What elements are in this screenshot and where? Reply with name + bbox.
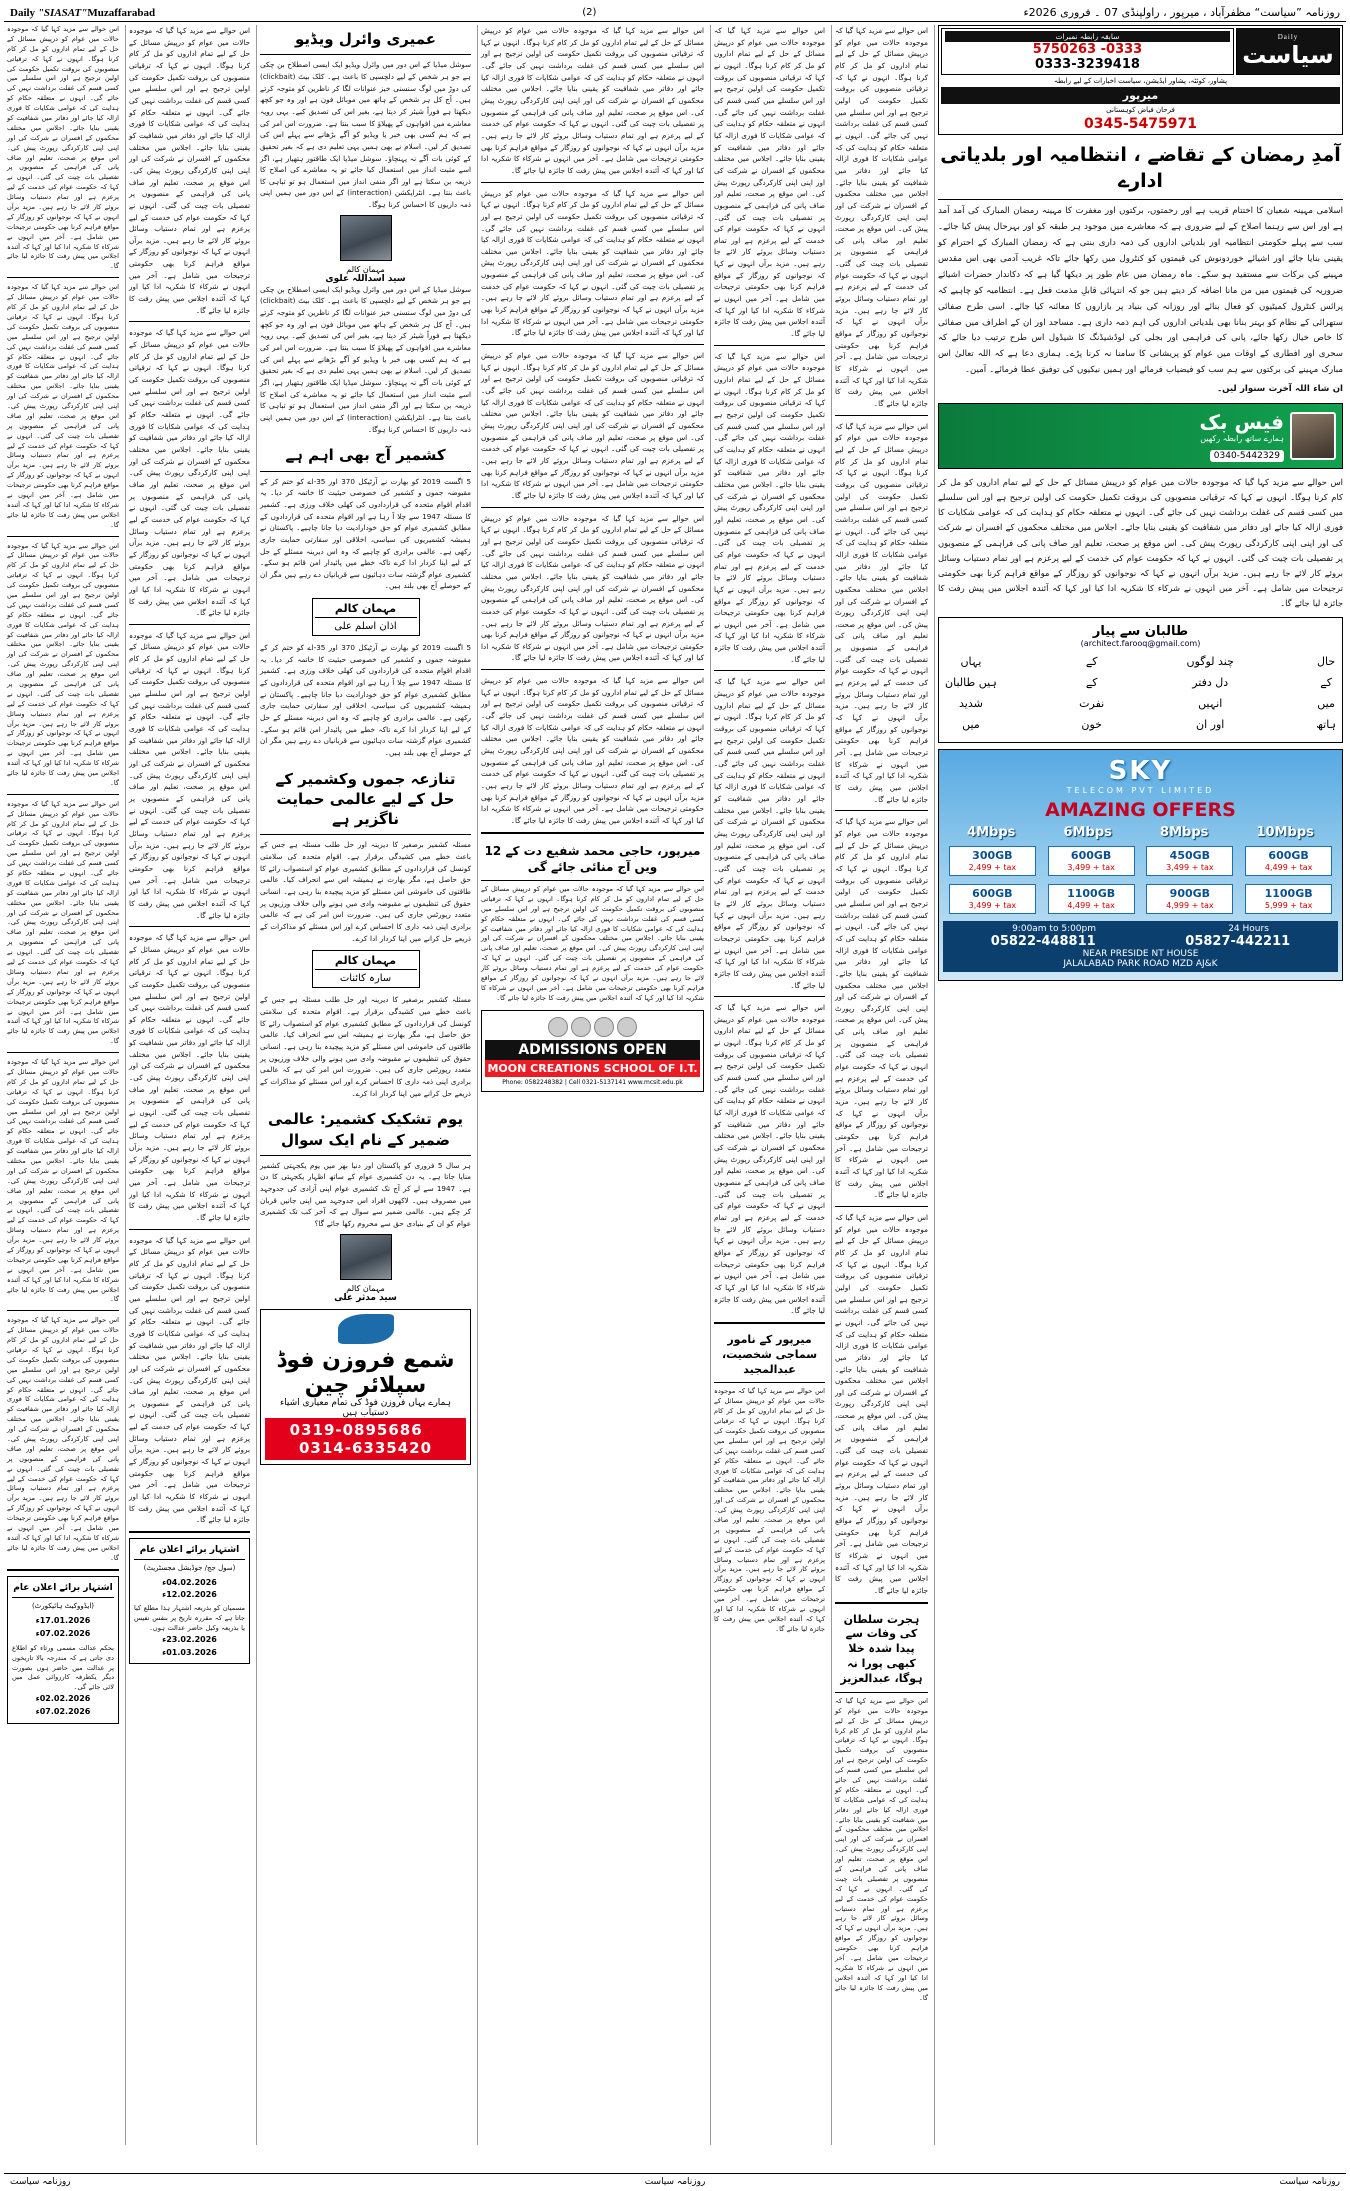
- article-1-body-top: سوشل میڈیا کے اس دور میں وائرل ویڈیو ایک ایسی اصطلاح بن چکی ہے جو ہر شخص کے لیے دلچسپی کا باعث ہے۔ کلک بیٹ (clickbait) کی دوڑ میں لوگ سنسنی خیز عنوانات لگا کر ناظرین کو متوجہ کرتے ہیں۔ آج کل ہر شخص کے ہاتھ میں موبائل فون ہے اور وہ جو کچھ دیکھتا ہے فوراً شیئر کر دیتا ہے، بغیر اس کی تصدیق کیے۔ یہی رویہ معاشرے میں افواہوں کے پھیلاؤ کا سبب بنتا ہے۔ ضرورت اس امر کی ہے کہ ہم کسی بھی خبر یا ویڈیو کو آگے بڑھانے سے پہلے اس کی تصدیق کر لیں۔ اسلام نے بھی ہمیں یہی تعلیم دی ہے کہ بغیر تحقیق کے کوئی بات آگے نہ پہنچاؤ۔ سوشل میڈیا ایک طاقتور ہتھیار ہے، اگر اسے مثبت انداز میں استعمال کیا جائے تو یہ معاشرے کی اصلاح کا ذریعہ بن سکتا ہے اور اگر منفی انداز میں استعمال ہو تو تباہی کا باعث بنتا ہے۔ انٹرایکشن (interaction) کے اس دور میں ہمیں اپنی ذمہ داریوں کا احساس کرنا ہوگا۔: [260, 60, 471, 210]
- article-4-byline-label: مہمان کالم: [346, 1283, 385, 1293]
- badge-icon-1: [548, 1017, 568, 1037]
- masthead-contact: [941, 28, 1234, 75]
- poem-line-4-4: میں: [962, 717, 980, 731]
- ad-sky-speed-1: 4Mbps: [967, 824, 1016, 840]
- ad-sky-speed-3: 8Mbps: [1160, 824, 1209, 840]
- ad-shama-sub: ہمارے یہاں فروزن فوڈ کی تمام معیاری اشیاء دستیاب ہیں: [279, 1397, 452, 1418]
- article-4-title: یوم تشکیک کشمیر: عالمی ضمیر کے نام ایک سوال: [260, 1105, 471, 1156]
- ad-moon-creations[interactable]: [481, 1010, 704, 1092]
- ad-faisbak-tagline: ہمارے ساتھ رابطہ رکھیں: [1200, 434, 1284, 443]
- poem-line-1-1: حال: [1317, 655, 1336, 669]
- article-2-byline-label: مہمان کالم: [315, 602, 417, 618]
- footer-left: روزنامہ سیاست: [1279, 2176, 1340, 2187]
- poem-line-3-1: کے: [1085, 655, 1098, 669]
- sky-data-1-1: 300GB: [972, 848, 1013, 862]
- column-3: [256, 25, 474, 2145]
- column-5: [710, 25, 828, 2145]
- legal-notice-mid-date-4: 01.03.2026ء: [162, 1647, 217, 1657]
- sky-price-2-2: 4,499 + tax: [1067, 900, 1115, 910]
- col4-text-1: اس حوالے سے مزید کہا گیا کہ موجودہ حالات میں عوام کو درپیش مسائل کے حل کے لیے تمام اداروں کو مل کر کام کرنا ہوگا۔ انہوں نے کہا کہ ترقیاتی منصوبوں کی بروقت تکمیل حکومت کی اولین ترجیح ہے اور اس سلسلے میں کسی قسم کی غفلت برداشت نہیں کی جائے گی۔ انہوں نے متعلقہ حکام کو ہدایت کی کہ عوامی شکایات کا فوری ازالہ کیا جائے اور دفاتر میں شفافیت کو یقینی بنایا جائے۔ اجلاس میں مختلف محکموں کے افسران نے شرکت کی اور اپنی اپنی کارکردگی رپورٹ پیش کی۔ اس موقع پر صحت، تعلیم اور صاف پانی کی فراہمی کے منصوبوں پر تفصیلی بات چیت کی گئی۔ انہوں نے کہا کہ حکومت عوام کی خدمت کے لیے پرعزم ہے اور تمام دستیاب وسائل بروئے کار لائے جا رہے ہیں۔ مزید برآں انہوں نے کہا کہ نوجوانوں کو روزگار کے مواقع فراہم کرنا بھی حکومتی ترجیحات میں شامل ہے۔ آخر میں انہوں نے شرکاء کا شکریہ ادا کیا اور کہا کہ آئندہ اجلاس میں پیش رفت کا جائزہ لیا جائے گا۔: [481, 26, 704, 175]
- article-3-title: تنازعہ جموں وکشمیر کے حل کے لیے عالمی حمایت ناگزیر ہے: [260, 765, 471, 836]
- ad-sky-cell-1-1: [949, 846, 1036, 876]
- ad-shama-phone-2: 0314-6335420: [298, 1438, 433, 1457]
- badge-icon-4: [617, 1017, 637, 1037]
- ad-sky-cell-2-4: [1245, 884, 1332, 914]
- article-2-title: کشمیر آج بھی اہم ہے: [260, 441, 471, 471]
- article-2-body-bottom: 5 اگست 2019 کو بھارت نے آرٹیکل 370 اور 35-اے کو ختم کر کے مقبوضہ جموں و کشمیر کی خصوصی حیثیت کا خاتمہ کر دیا۔ یہ اقدام اقوام متحدہ کی قراردادوں کی کھلی خلاف ورزی ہے۔ کشمیر کا مسئلہ 1947 سے چلا آ رہا ہے اور اقوام متحدہ کی قراردادوں کے مطابق کشمیری عوام کو حق خودارادیت دیا جانا چاہیے۔ پاکستان نے ہمیشہ کشمیریوں کی سیاسی، اخلاقی اور سفارتی حمایت جاری رکھی ہے۔ عالمی برادری کو چاہیے کہ وہ اس دیرینہ مسئلے کے حل کے لیے اپنا کردار ادا کرے تاکہ خطے میں پائیدار امن قائم ہو سکے۔ کشمیری عوام گزشتہ سات دہائیوں سے قربانیاں دے رہے ہیں مگر ان کے حوصلے آج بھی بلند ہیں۔: [260, 643, 472, 758]
- ad-sky-speeds: [943, 825, 1338, 840]
- masthead-logo-urdu: سیاست: [1242, 41, 1334, 69]
- poem-line-1-2: کے: [1320, 676, 1332, 690]
- ad-sky-row-2: [943, 882, 1338, 916]
- ad-sky-footer: [943, 921, 1338, 972]
- ad-moon-bar: ADMISSIONS OPEN: [485, 1040, 700, 1060]
- poem-line-2-3: انہیں: [1198, 696, 1223, 710]
- article-3-body-top: مسئلہ کشمیر برصغیر کا دیرینہ اور حل طلب مسئلہ ہے جس کے باعث خطے میں کشیدگی برقرار ہے۔ اقوام متحدہ کی سلامتی کونسل کی قراردادوں کے مطابق کشمیری عوام کو استصواب رائے کا حق حاصل ہے، مگر بھارت نے ہمیشہ اس سے انحراف کیا۔ عالمی طاقتوں کی خاموشی اس مسئلے کو مزید پیچیدہ بنا رہی ہے۔ انسانی حقوق کی تنظیموں نے مقبوضہ وادی میں ہونے والی خلاف ورزیوں پر متعدد رپورٹس جاری کی ہیں۔ ضرورت اس امر کی ہے کہ عالمی برادری اپنی ذمہ داری کا احساس کرے اور اس مسئلے کو مذاکرات کے ذریعے حل کرانے میں اپنا کردار ادا کرے۔: [260, 840, 471, 943]
- sky-price-2-4: 5,999 + tax: [1264, 900, 1313, 910]
- page-header: [4, 4, 1346, 22]
- col1-text-1: اس حوالے سے مزید کہا گیا کہ موجودہ حالات میں عوام کو درپیش مسائل کے حل کے لیے تمام اداروں کو مل کر کام کرنا ہوگا۔ انہوں نے کہا کہ ترقیاتی منصوبوں کی بروقت تکمیل حکومت کی اولین ترجیح ہے اور اس سلسلے میں کسی قسم کی غفلت برداشت نہیں کی جائے گی۔ انہوں نے متعلقہ حکام کو ہدایت کی کہ عوامی شکایات کا فوری ازالہ کیا جائے اور دفاتر میں شفافیت کو یقینی بنایا جائے۔ اجلاس میں مختلف محکموں کے افسران نے شرکت کی اور اپنی اپنی کارکردگی رپورٹ پیش کی۔ اس موقع پر صحت، تعلیم اور صاف پانی کی فراہمی کے منصوبوں پر تفصیلی بات چیت کی گئی۔ انہوں نے کہا کہ حکومت عوام کی خدمت کے لیے پرعزم ہے اور تمام دستیاب وسائل بروئے کار لائے جا رہے ہیں۔ مزید برآں انہوں نے کہا کہ نوجوانوں کو روزگار کے مواقع فراہم کرنا بھی حکومتی ترجیحات میں شامل ہے۔ آخر میں انہوں نے شرکاء کا شکریہ ادا کیا اور کہا کہ آئندہ اجلاس میں پیش رفت کا جائزہ لیا جائے گا۔: [7, 25, 119, 271]
- news-heading-1: میرپور، حاجی محمد شفیع دت کے 12 ویں آج منائی جائے گی: [481, 839, 704, 881]
- poem-line-3-2: کے: [1085, 676, 1098, 690]
- poem-col-3: [1079, 652, 1104, 736]
- col2-text-3: اس حوالے سے مزید کہا گیا کہ موجودہ حالات میں عوام کو درپیش مسائل کے حل کے لیے تمام اداروں کو مل کر کام کرنا ہوگا۔ انہوں نے کہا کہ ترقیاتی منصوبوں کی بروقت تکمیل حکومت کی اولین ترجیح ہے اور اس سلسلے میں کسی قسم کی غفلت برداشت نہیں کی جائے گی۔ انہوں نے متعلقہ حکام کو ہدایت کی کہ عوامی شکایات کا فوری ازالہ کیا جائے اور دفاتر میں شفافیت کو یقینی بنایا جائے۔ اجلاس میں مختلف محکموں کے افسران نے شرکت کی اور اپنی اپنی کارکردگی رپورٹ پیش کی۔ اس موقع پر صحت، تعلیم اور صاف پانی کی فراہمی کے منصوبوں پر تفصیلی بات چیت کی گئی۔ انہوں نے کہا کہ حکومت عوام کی خدمت کے لیے پرعزم ہے اور تمام دستیاب وسائل بروئے کار لائے جا رہے ہیں۔ مزید برآں انہوں نے کہا کہ نوجوانوں کو روزگار کے مواقع فراہم کرنا بھی حکومتی ترجیحات میں شامل ہے۔ آخر میں انہوں نے شرکاء کا شکریہ ادا کیا اور کہا کہ آئندہ اجلاس میں پیش رفت کا جائزہ لیا جائے گا۔: [129, 630, 250, 920]
- column-6: [831, 25, 931, 2145]
- masthead-row: [941, 28, 1340, 75]
- ad-shama-phones: [265, 1418, 466, 1460]
- footer-right: روزنامہ سیاست: [10, 2176, 71, 2187]
- col4-text-3: اس حوالے سے مزید کہا گیا کہ موجودہ حالات میں عوام کو درپیش مسائل کے حل کے لیے تمام اداروں کو مل کر کام کرنا ہوگا۔ انہوں نے کہا کہ ترقیاتی منصوبوں کی بروقت تکمیل حکومت کی اولین ترجیح ہے اور اس سلسلے میں کسی قسم کی غفلت برداشت نہیں کی جائے گی۔ انہوں نے متعلقہ حکام کو ہدایت کی کہ عوامی شکایات کا فوری ازالہ کیا جائے اور دفاتر میں شفافیت کو یقینی بنایا جائے۔ اجلاس میں مختلف محکموں کے افسران نے شرکت کی اور اپنی اپنی کارکردگی رپورٹ پیش کی۔ اس موقع پر صحت، تعلیم اور صاف پانی کی فراہمی کے منصوبوں پر تفصیلی بات چیت کی گئی۔ انہوں نے کہا کہ حکومت عوام کی خدمت کے لیے پرعزم ہے اور تمام دستیاب وسائل بروئے کار لائے جا رہے ہیں۔ مزید برآں انہوں نے کہا کہ نوجوانوں کو روزگار کے مواقع فراہم کرنا بھی حکومتی ترجیحات میں شامل ہے۔ آخر میں انہوں نے شرکاء کا شکریہ ادا کیا اور کہا کہ آئندہ اجلاس میں پیش رفت کا جائزہ لیا جائے گا۔: [481, 351, 704, 500]
- article-4-byline-name: سید مدثر علی: [334, 1292, 397, 1303]
- ad-sky-telecom[interactable]: [938, 749, 1343, 981]
- poem-email: (architect.farooq@gmail.com): [1080, 639, 1201, 649]
- masthead-strip-phone: 0345-5475971: [1084, 116, 1197, 132]
- masthead-phone-1: 0333- 5750263: [1032, 42, 1143, 57]
- legal-notice-left-title: اشتہار برائے اعلان عام: [12, 1581, 114, 1598]
- editorial-title: آمدِ رمضان کے تقاضے ، انتظامیہ اور بلدیاتی ادارے: [938, 139, 1343, 200]
- column-4: [477, 25, 707, 2145]
- article-4-author-photo: [340, 1234, 392, 1280]
- page-footer: [4, 2173, 1346, 2189]
- col5-text-1: اس حوالے سے مزید کہا گیا کہ موجودہ حالات میں عوام کو درپیش مسائل کے حل کے لیے تمام اداروں کو مل کر کام کرنا ہوگا۔ انہوں نے کہا کہ ترقیاتی منصوبوں کی بروقت تکمیل حکومت کی اولین ترجیح ہے اور اس سلسلے میں کسی قسم کی غفلت برداشت نہیں کی جائے گی۔ انہوں نے متعلقہ حکام کو ہدایت کی کہ عوامی شکایات کا فوری ازالہ کیا جائے اور دفاتر میں شفافیت کو یقینی بنایا جائے۔ اجلاس میں مختلف محکموں کے افسران نے شرکت کی اور اپنی اپنی کارکردگی رپورٹ پیش کی۔ اس موقع پر صحت، تعلیم اور صاف پانی کی فراہمی کے منصوبوں پر تفصیلی بات چیت کی گئی۔ انہوں نے کہا کہ حکومت عوام کی خدمت کے لیے پرعزم ہے اور تمام دستیاب وسائل بروئے کار لائے جا رہے ہیں۔ مزید برآں انہوں نے کہا کہ نوجوانوں کو روزگار کے مواقع فراہم کرنا بھی حکومتی ترجیحات میں شامل ہے۔ آخر میں انہوں نے شرکاء کا شکریہ ادا کیا اور کہا کہ آئندہ اجلاس میں پیش رفت کا جائزہ لیا جائے گا۔: [714, 26, 825, 339]
- col2-text-5: اس حوالے سے مزید کہا گیا کہ موجودہ حالات میں عوام کو درپیش مسائل کے حل کے لیے تمام اداروں کو مل کر کام کرنا ہوگا۔ انہوں نے کہا کہ ترقیاتی منصوبوں کی بروقت تکمیل حکومت کی اولین ترجیح ہے اور اس سلسلے میں کسی قسم کی غفلت برداشت نہیں کی جائے گی۔ انہوں نے متعلقہ حکام کو ہدایت کی کہ عوامی شکایات کا فوری ازالہ کیا جائے اور دفاتر میں شفافیت کو یقینی بنایا جائے۔ اجلاس میں مختلف محکموں کے افسران نے شرکت کی اور اپنی اپنی کارکردگی رپورٹ پیش کی۔ اس موقع پر صحت، تعلیم اور صاف پانی کی فراہمی کے منصوبوں پر تفصیلی بات چیت کی گئی۔ انہوں نے کہا کہ حکومت عوام کی خدمت کے لیے پرعزم ہے اور تمام دستیاب وسائل بروئے کار لائے جا رہے ہیں۔ مزید برآں انہوں نے کہا کہ نوجوانوں کو روزگار کے مواقع فراہم کرنا بھی حکومتی ترجیحات میں شامل ہے۔ آخر میں انہوں نے شرکاء کا شکریہ ادا کیا اور کہا کہ آئندہ اجلاس میں پیش رفت کا جائزہ لیا جائے گا۔: [129, 1235, 250, 1525]
- col1-text-5: اس حوالے سے مزید کہا گیا کہ موجودہ حالات میں عوام کو درپیش مسائل کے حل کے لیے تمام اداروں کو مل کر کام کرنا ہوگا۔ انہوں نے کہا کہ ترقیاتی منصوبوں کی بروقت تکمیل حکومت کی اولین ترجیح ہے اور اس سلسلے میں کسی قسم کی غفلت برداشت نہیں کی جائے گی۔ انہوں نے متعلقہ حکام کو ہدایت کی کہ عوامی شکایات کا فوری ازالہ کیا جائے اور دفاتر میں شفافیت کو یقینی بنایا جائے۔ اجلاس میں مختلف محکموں کے افسران نے شرکت کی اور اپنی اپنی کارکردگی رپورٹ پیش کی۔ اس موقع پر صحت، تعلیم اور صاف پانی کی فراہمی کے منصوبوں پر تفصیلی بات چیت کی گئی۔ انہوں نے کہا کہ حکومت عوام کی خدمت کے لیے پرعزم ہے اور تمام دستیاب وسائل بروئے کار لائے جا رہے ہیں۔ مزید برآں انہوں نے کہا کہ نوجوانوں کو روزگار کے مواقع فراہم کرنا بھی حکومتی ترجیحات میں شامل ہے۔ آخر میں انہوں نے شرکاء کا شکریہ ادا کیا اور کہا کہ آئندہ اجلاس میں پیش رفت کا جائزہ لیا جائے گا۔: [7, 1058, 119, 1304]
- legal-notice-left-date-3: 02.02.2026ء: [35, 1694, 91, 1704]
- ad-moon-sub: MOON CREATIONS SCHOOL OF I.T.: [485, 1060, 700, 1077]
- ad-sky-speed-4: 10Mbps: [1256, 824, 1314, 840]
- ad-sky-cell-1-4: [1245, 846, 1332, 876]
- poem-line-3-4: خون: [1081, 717, 1102, 731]
- ad-faisbak[interactable]: [938, 403, 1343, 469]
- col1-text-4: اس حوالے سے مزید کہا گیا کہ موجودہ حالات میں عوام کو درپیش مسائل کے حل کے لیے تمام اداروں کو مل کر کام کرنا ہوگا۔ انہوں نے کہا کہ ترقیاتی منصوبوں کی بروقت تکمیل حکومت کی اولین ترجیح ہے اور اس سلسلے میں کسی قسم کی غفلت برداشت نہیں کی جائے گی۔ انہوں نے متعلقہ حکام کو ہدایت کی کہ عوامی شکایات کا فوری ازالہ کیا جائے اور دفاتر میں شفافیت کو یقینی بنایا جائے۔ اجلاس میں مختلف محکموں کے افسران نے شرکت کی اور اپنی اپنی کارکردگی رپورٹ پیش کی۔ اس موقع پر صحت، تعلیم اور صاف پانی کی فراہمی کے منصوبوں پر تفصیلی بات چیت کی گئی۔ انہوں نے کہا کہ حکومت عوام کی خدمت کے لیے پرعزم ہے اور تمام دستیاب وسائل بروئے کار لائے جا رہے ہیں۔ مزید برآں انہوں نے کہا کہ نوجوانوں کو روزگار کے مواقع فراہم کرنا بھی حکومتی ترجیحات میں شامل ہے۔ آخر میں انہوں نے شرکاء کا شکریہ ادا کیا اور کہا کہ آئندہ اجلاس میں پیش رفت کا جائزہ لیا جائے گا۔: [7, 799, 119, 1046]
- ad-sky-hours-2: 24 Hours: [1228, 923, 1269, 934]
- poem-line-2-1: چند لوگوں: [1186, 655, 1234, 669]
- ad-sky-sub: TELECOM PVT LIMITED: [1066, 785, 1215, 795]
- legal-notice-mid-title: اشتہار برائے اعلان عام: [134, 1543, 245, 1560]
- masthead-subline: پشاور، کوئٹہ، پشاور ایڈیشن، سیاست اخبارات کے لیے رابطہ: [1053, 77, 1228, 85]
- article-4-body-top: ہر سال 5 فروری کو پاکستان اور دنیا بھر میں یوم یکجہتی کشمیر منایا جاتا ہے۔ یہ دن کشمیری عوام کے ساتھ اظہار یکجہتی کا دن ہے۔ 1947 سے لے کر آج تک کشمیری عوام اپنی آزادی کی جدوجہد میں مصروف ہیں۔ لاکھوں افراد اس جدوجہد میں اپنی جانیں قربان کر چکے ہیں۔ عالمی ضمیر سے سوال ہے کہ آخر کب تک کشمیری عوام کو ان کے بنیادی حق سے محروم رکھا جائے گا؟: [260, 1160, 471, 1229]
- ad-sky-cell-1-2: [1048, 846, 1135, 876]
- column-1: [4, 25, 122, 2145]
- news-heading-3: میرپور کے نامور سماجی شخصیت، عبدالمجید: [714, 1329, 825, 1384]
- legal-notice-left-date-1: 17.01.2026ء: [35, 1616, 91, 1626]
- masthead-urdu-date: روزنامہ ”سیاست“ مظفرآباد ، میرپور ، راولپنڈی 07 ۔ فروری 2026ء: [1023, 6, 1340, 19]
- ad-sky-phone-1: 05822-448811: [990, 933, 1096, 949]
- masthead-agent: فرحان فیاض کوہستانی: [1106, 106, 1175, 114]
- masthead-city: Muzaffarabad: [87, 6, 156, 19]
- page-grid: [4, 25, 1346, 2145]
- ad-sky-hours-1: 9:00am to 5:00pm: [1012, 923, 1097, 934]
- badge-icon-2: [571, 1017, 591, 1037]
- sky-price-1-2: 3,499 + tax: [1067, 862, 1115, 872]
- poem-title: طالبان سے پیار: [1092, 624, 1189, 640]
- editorial-closing: ان شاء اللہ آخرت سنوار لیں۔: [1217, 384, 1343, 395]
- article-kashmir-today: [260, 441, 471, 758]
- col6-text-3: اس حوالے سے مزید کہا گیا کہ موجودہ حالات میں عوام کو درپیش مسائل کے حل کے لیے تمام اداروں کو مل کر کام کرنا ہوگا۔ انہوں نے کہا کہ ترقیاتی منصوبوں کی بروقت تکمیل حکومت کی اولین ترجیح ہے اور اس سلسلے میں کسی قسم کی غفلت برداشت نہیں کی جائے گی۔ انہوں نے متعلقہ حکام کو ہدایت کی کہ عوامی شکایات کا فوری ازالہ کیا جائے اور دفاتر میں شفافیت کو یقینی بنایا جائے۔ اجلاس میں مختلف محکموں کے افسران نے شرکت کی اور اپنی اپنی کارکردگی رپورٹ پیش کی۔ اس موقع پر صحت، تعلیم اور صاف پانی کی فراہمی کے منصوبوں پر تفصیلی بات چیت کی گئی۔ انہوں نے کہا کہ حکومت عوام کی خدمت کے لیے پرعزم ہے اور تمام دستیاب وسائل بروئے کار لائے جا رہے ہیں۔ مزید برآں انہوں نے کہا کہ نوجوانوں کو روزگار کے مواقع فراہم کرنا بھی حکومتی ترجیحات میں شامل ہے۔ آخر میں انہوں نے شرکاء کا شکریہ ادا کیا اور کہا کہ آئندہ اجلاس میں پیش رفت کا جائزہ لیا جائے گا۔: [835, 817, 928, 1200]
- col1-text-2: اس حوالے سے مزید کہا گیا کہ موجودہ حالات میں عوام کو درپیش مسائل کے حل کے لیے تمام اداروں کو مل کر کام کرنا ہوگا۔ انہوں نے کہا کہ ترقیاتی منصوبوں کی بروقت تکمیل حکومت کی اولین ترجیح ہے اور اس سلسلے میں کسی قسم کی غفلت برداشت نہیں کی جائے گی۔ انہوں نے متعلقہ حکام کو ہدایت کی کہ عوامی شکایات کا فوری ازالہ کیا جائے اور دفاتر میں شفافیت کو یقینی بنایا جائے۔ اجلاس میں مختلف محکموں کے افسران نے شرکت کی اور اپنی اپنی کارکردگی رپورٹ پیش کی۔ اس موقع پر صحت، تعلیم اور صاف پانی کی فراہمی کے منصوبوں پر تفصیلی بات چیت کی گئی۔ انہوں نے کہا کہ حکومت عوام کی خدمت کے لیے پرعزم ہے اور تمام دستیاب وسائل بروئے کار لائے جا رہے ہیں۔ مزید برآں انہوں نے کہا کہ نوجوانوں کو روزگار کے مواقع فراہم کرنا بھی حکومتی ترجیحات میں شامل ہے۔ آخر میں انہوں نے شرکاء کا شکریہ ادا کیا اور کہا کہ آئندہ اجلاس میں پیش رفت کا جائزہ لیا جائے گا۔: [7, 283, 119, 529]
- legal-notice-left-body: بحکم عدالت مسمی ورثاء کو اطلاع دی جاتی ہے کہ مندرجہ بالا تاریخوں پر عدالت میں حاضر ہوں بصورت دیگر یکطرفہ کارروائی عمل میں لائی جائے گی۔: [12, 1643, 114, 1692]
- article-1-byline-name: سید اسداللہ علوی: [325, 273, 406, 284]
- sky-price-2-1: 3,499 + tax: [968, 900, 1017, 910]
- masthead-logo: [1236, 28, 1340, 75]
- ad-shama-phone-1: 0319-0895686: [289, 1420, 423, 1439]
- col4-text-4: اس حوالے سے مزید کہا گیا کہ موجودہ حالات میں عوام کو درپیش مسائل کے حل کے لیے تمام اداروں کو مل کر کام کرنا ہوگا۔ انہوں نے کہا کہ ترقیاتی منصوبوں کی بروقت تکمیل حکومت کی اولین ترجیح ہے اور اس سلسلے میں کسی قسم کی غفلت برداشت نہیں کی جائے گی۔ انہوں نے متعلقہ حکام کو ہدایت کی کہ عوامی شکایات کا فوری ازالہ کیا جائے اور دفاتر میں شفافیت کو یقینی بنایا جائے۔ اجلاس میں مختلف محکموں کے افسران نے شرکت کی اور اپنی اپنی کارکردگی رپورٹ پیش کی۔ اس موقع پر صحت، تعلیم اور صاف پانی کی فراہمی کے منصوبوں پر تفصیلی بات چیت کی گئی۔ انہوں نے کہا کہ حکومت عوام کی خدمت کے لیے پرعزم ہے اور تمام دستیاب وسائل بروئے کار لائے جا رہے ہیں۔ مزید برآں انہوں نے کہا کہ نوجوانوں کو روزگار کے مواقع فراہم کرنا بھی حکومتی ترجیحات میں شامل ہے۔ آخر میں انہوں نے شرکاء کا شکریہ ادا کیا اور کہا کہ آئندہ اجلاس میں پیش رفت کا جائزہ لیا جائے گا۔: [481, 513, 704, 663]
- sky-data-1-4: 600GB: [1268, 848, 1309, 862]
- sky-price-1-4: 4,499 + tax: [1264, 862, 1313, 872]
- column-7-editorial: [934, 25, 1346, 2145]
- masthead-english: Daily "SIASAT"Muzaffarabad: [10, 6, 156, 19]
- article-3-body-bottom: مسئلہ کشمیر برصغیر کا دیرینہ اور حل طلب مسئلہ ہے جس کے باعث خطے میں کشیدگی برقرار ہے۔ اقوام متحدہ کی سلامتی کونسل کی قراردادوں کے مطابق کشمیری عوام کو استصواب رائے کا حق حاصل ہے، مگر بھارت نے ہمیشہ اس سے انحراف کیا۔ عالمی طاقتوں کی خاموشی اس مسئلے کو مزید پیچیدہ بنا رہی ہے۔ انسانی حقوق کی تنظیموں نے مقبوضہ وادی میں ہونے والی خلاف ورزیوں پر متعدد رپورٹس جاری کی ہیں۔ ضرورت اس امر کی ہے کہ عالمی برادری اپنی ذمہ داری کا احساس کرے اور اس مسئلے کو مذاکرات کے ذریعے حل کرانے میں اپنا کردار ادا کرے۔: [260, 995, 471, 1098]
- col5-news-body: اس حوالے سے مزید کہا گیا کہ موجودہ حالات میں عوام کو درپیش مسائل کے حل کے لیے تمام اداروں کو مل کر کام کرنا ہوگا۔ انہوں نے کہا کہ ترقیاتی منصوبوں کی بروقت تکمیل حکومت کی اولین ترجیح ہے اور اس سلسلے میں کسی قسم کی غفلت برداشت نہیں کی جائے گی۔ انہوں نے متعلقہ حکام کو ہدایت کی کہ عوامی شکایات کا فوری ازالہ کیا جائے اور دفاتر میں شفافیت کو یقینی بنایا جائے۔ اجلاس میں مختلف محکموں کے افسران نے شرکت کی اور اپنی اپنی کارکردگی رپورٹ پیش کی۔ اس موقع پر صحت، تعلیم اور صاف پانی کی فراہمی کے منصوبوں پر تفصیلی بات چیت کی گئی۔ انہوں نے کہا کہ حکومت عوام کی خدمت کے لیے پرعزم ہے اور تمام دستیاب وسائل بروئے کار لائے جا رہے ہیں۔ مزید برآں انہوں نے کہا کہ نوجوانوں کو روزگار کے مواقع فراہم کرنا بھی حکومتی ترجیحات میں شامل ہے۔ آخر میں انہوں نے شرکاء کا شکریہ ادا کیا اور کہا کہ آئندہ اجلاس میں پیش رفت کا جائزہ لیا جائے گا۔: [714, 1387, 825, 1633]
- ad-sky-address-1: NEAR PRESIDE NT HOUSE: [1082, 948, 1199, 959]
- poem-lines: [945, 652, 1336, 736]
- legal-notice-left: [7, 1576, 119, 1724]
- legal-notice-left-date-2: 07.02.2026ء: [35, 1628, 91, 1638]
- ad-faisbak-avatar: [1290, 412, 1336, 460]
- poem-line-3-3: نفرت: [1079, 696, 1105, 710]
- article-1-title: عمیری وائرل ویڈیو: [260, 25, 471, 55]
- legal-notice-mid-body: مسمیان کو بذریعہ اشتہار ہذا مطلع کیا جاتا ہے کہ مقررہ تاریخ پر بنفس نفیس یا بذریعہ وکیل حاضر عدالت ہوں۔: [134, 1604, 245, 1632]
- ad-sky-phone-2: 05827-442211: [1185, 933, 1291, 949]
- legal-notice-mid-sub: (سول جج/ جوڈیشل مجسٹریٹ): [143, 1564, 236, 1573]
- col2-text-4: اس حوالے سے مزید کہا گیا کہ موجودہ حالات میں عوام کو درپیش مسائل کے حل کے لیے تمام اداروں کو مل کر کام کرنا ہوگا۔ انہوں نے کہا کہ ترقیاتی منصوبوں کی بروقت تکمیل حکومت کی اولین ترجیح ہے اور اس سلسلے میں کسی قسم کی غفلت برداشت نہیں کی جائے گی۔ انہوں نے متعلقہ حکام کو ہدایت کی کہ عوامی شکایات کا فوری ازالہ کیا جائے اور دفاتر میں شفافیت کو یقینی بنایا جائے۔ اجلاس میں مختلف محکموں کے افسران نے شرکت کی اور اپنی اپنی کارکردگی رپورٹ پیش کی۔ اس موقع پر صحت، تعلیم اور صاف پانی کی فراہمی کے منصوبوں پر تفصیلی بات چیت کی گئی۔ انہوں نے کہا کہ حکومت عوام کی خدمت کے لیے پرعزم ہے اور تمام دستیاب وسائل بروئے کار لائے جا رہے ہیں۔ مزید برآں انہوں نے کہا کہ نوجوانوں کو روزگار کے مواقع فراہم کرنا بھی حکومتی ترجیحات میں شامل ہے۔ آخر میں انہوں نے شرکاء کا شکریہ ادا کیا اور کہا کہ آئندہ اجلاس میں پیش رفت کا جائزہ لیا جائے گا۔: [129, 933, 250, 1222]
- col5-text-3: اس حوالے سے مزید کہا گیا کہ موجودہ حالات میں عوام کو درپیش مسائل کے حل کے لیے تمام اداروں کو مل کر کام کرنا ہوگا۔ انہوں نے کہا کہ ترقیاتی منصوبوں کی بروقت تکمیل حکومت کی اولین ترجیح ہے اور اس سلسلے میں کسی قسم کی غفلت برداشت نہیں کی جائے گی۔ انہوں نے متعلقہ حکام کو ہدایت کی کہ عوامی شکایات کا فوری ازالہ کیا جائے اور دفاتر میں شفافیت کو یقینی بنایا جائے۔ اجلاس میں مختلف محکموں کے افسران نے شرکت کی اور اپنی اپنی کارکردگی رپورٹ پیش کی۔ اس موقع پر صحت، تعلیم اور صاف پانی کی فراہمی کے منصوبوں پر تفصیلی بات چیت کی گئی۔ انہوں نے کہا کہ حکومت عوام کی خدمت کے لیے پرعزم ہے اور تمام دستیاب وسائل بروئے کار لائے جا رہے ہیں۔ مزید برآں انہوں نے کہا کہ نوجوانوں کو روزگار کے مواقع فراہم کرنا بھی حکومتی ترجیحات میں شامل ہے۔ آخر میں انہوں نے شرکاء کا شکریہ ادا کیا اور کہا کہ آئندہ اجلاس میں پیش رفت کا جائزہ لیا جائے گا۔: [714, 677, 825, 990]
- ad-sky-cell-1-3: [1146, 846, 1233, 876]
- poem-line-4-3: شدید: [959, 696, 983, 710]
- article-yaum-e-kashmir: [260, 1105, 471, 1302]
- article-3-byline-name: سارہ کائنات: [339, 973, 392, 985]
- article-2-body-top: 5 اگست 2019 کو بھارت نے آرٹیکل 370 اور 35-اے کو ختم کر کے مقبوضہ جموں و کشمیر کی خصوصی حیثیت کا خاتمہ کر دیا۔ یہ اقدام اقوام متحدہ کی قراردادوں کی کھلی خلاف ورزی ہے۔ کشمیر کا مسئلہ 1947 سے چلا آ رہا ہے اور اقوام متحدہ کی قراردادوں کے مطابق کشمیری عوام کو حق خودارادیت دیا جانا چاہیے۔ پاکستان نے ہمیشہ کشمیریوں کی سیاسی، اخلاقی اور سفارتی حمایت جاری رکھی ہے۔ عالمی برادری کو چاہیے کہ وہ اس دیرینہ مسئلے کے حل کے لیے اپنا کردار ادا کرے تاکہ خطے میں پائیدار امن قائم ہو سکے۔ کشمیری عوام گزشتہ سات دہائیوں سے قربانیاں دے رہے ہیں مگر ان کے حوصلے آج بھی بلند ہیں۔: [260, 476, 472, 591]
- ad-sky-row-1: [943, 844, 1338, 878]
- article-1-byline-label: مہمان کالم: [346, 264, 385, 274]
- article-1-body-bottom: سوشل میڈیا کے اس دور میں وائرل ویڈیو ایک ایسی اصطلاح بن چکی ہے جو ہر شخص کے لیے دلچسپی کا باعث ہے۔ کلک بیٹ (clickbait) کی دوڑ میں لوگ سنسنی خیز عنوانات لگا کر ناظرین کو متوجہ کرتے ہیں۔ آج کل ہر شخص کے ہاتھ میں موبائل فون ہے اور وہ جو کچھ دیکھتا ہے فوراً شیئر کر دیتا ہے، بغیر اس کی تصدیق کیے۔ یہی رویہ معاشرے میں افواہوں کے پھیلاؤ کا سبب بنتا ہے۔ ضرورت اس امر کی ہے کہ ہم کسی بھی خبر یا ویڈیو کو آگے بڑھانے سے پہلے اس کی تصدیق کر لیں۔ اسلام نے بھی ہمیں یہی تعلیم دی ہے کہ بغیر تحقیق کے کوئی بات آگے نہ پہنچاؤ۔ سوشل میڈیا ایک طاقتور ہتھیار ہے، اگر اسے مثبت انداز میں استعمال کیا جائے تو یہ معاشرے کی اصلاح کا ذریعہ بن سکتا ہے اور اگر منفی انداز میں استعمال ہو تو تباہی کا باعث بنتا ہے۔ انٹرایکشن (interaction) کے اس دور میں ہمیں اپنی ذمہ داریوں کا احساس کرنا ہوگا۔: [260, 284, 471, 434]
- col6-news-body: اس حوالے سے مزید کہا گیا کہ موجودہ حالات میں عوام کو درپیش مسائل کے حل کے لیے تمام اداروں کو مل کر کام کرنا ہوگا۔ انہوں نے کہا کہ ترقیاتی منصوبوں کی بروقت تکمیل حکومت کی اولین ترجیح ہے اور اس سلسلے میں کسی قسم کی غفلت برداشت نہیں کی جائے گی۔ انہوں نے متعلقہ حکام کو ہدایت کی کہ عوامی شکایات کا فوری ازالہ کیا جائے اور دفاتر میں شفافیت کو یقینی بنایا جائے۔ اجلاس میں مختلف محکموں کے افسران نے شرکت کی اور اپنی اپنی کارکردگی رپورٹ پیش کی۔ اس موقع پر صحت، تعلیم اور صاف پانی کی فراہمی کے منصوبوں پر تفصیلی بات چیت کی گئی۔ انہوں نے کہا کہ حکومت عوام کی خدمت کے لیے پرعزم ہے اور تمام دستیاب وسائل بروئے کار لائے جا رہے ہیں۔ مزید برآں انہوں نے کہا کہ نوجوانوں کو روزگار کے مواقع فراہم کرنا بھی حکومتی ترجیحات میں شامل ہے۔ آخر میں انہوں نے شرکاء کا شکریہ ادا کیا اور کہا کہ آئندہ اجلاس میں پیش رفت کا جائزہ لیا جائے گا۔: [835, 1696, 928, 2002]
- article-1-author-photo: [340, 215, 392, 261]
- col4-news-body: اس حوالے سے مزید کہا گیا کہ موجودہ حالات میں عوام کو درپیش مسائل کے حل کے لیے تمام اداروں کو مل کر کام کرنا ہوگا۔ انہوں نے کہا کہ ترقیاتی منصوبوں کی بروقت تکمیل حکومت کی اولین ترجیح ہے اور اس سلسلے میں کسی قسم کی غفلت برداشت نہیں کی جائے گی۔ انہوں نے متعلقہ حکام کو ہدایت کی کہ عوامی شکایات کا فوری ازالہ کیا جائے اور دفاتر میں شفافیت کو یقینی بنایا جائے۔ اجلاس میں مختلف محکموں کے افسران نے شرکت کی اور اپنی اپنی کارکردگی رپورٹ پیش کی۔ اس موقع پر صحت، تعلیم اور صاف پانی کی فراہمی کے منصوبوں پر تفصیلی بات چیت کی گئی۔ انہوں نے کہا کہ حکومت عوام کی خدمت کے لیے پرعزم ہے اور تمام دستیاب وسائل بروئے کار لائے جا رہے ہیں۔ مزید برآں انہوں نے کہا کہ نوجوانوں کو روزگار کے مواقع فراہم کرنا بھی حکومتی ترجیحات میں شامل ہے۔ آخر میں انہوں نے شرکاء کا شکریہ ادا کیا اور کہا کہ آئندہ اجلاس میں پیش رفت کا جائزہ لیا جائے گا۔: [481, 885, 704, 1002]
- col5-text-2: اس حوالے سے مزید کہا گیا کہ موجودہ حالات میں عوام کو درپیش مسائل کے حل کے لیے تمام اداروں کو مل کر کام کرنا ہوگا۔ انہوں نے کہا کہ ترقیاتی منصوبوں کی بروقت تکمیل حکومت کی اولین ترجیح ہے اور اس سلسلے میں کسی قسم کی غفلت برداشت نہیں کی جائے گی۔ انہوں نے متعلقہ حکام کو ہدایت کی کہ عوامی شکایات کا فوری ازالہ کیا جائے اور دفاتر میں شفافیت کو یقینی بنایا جائے۔ اجلاس میں مختلف محکموں کے افسران نے شرکت کی اور اپنی اپنی کارکردگی رپورٹ پیش کی۔ اس موقع پر صحت، تعلیم اور صاف پانی کی فراہمی کے منصوبوں پر تفصیلی بات چیت کی گئی۔ انہوں نے کہا کہ حکومت عوام کی خدمت کے لیے پرعزم ہے اور تمام دستیاب وسائل بروئے کار لائے جا رہے ہیں۔ مزید برآں انہوں نے کہا کہ نوجوانوں کو روزگار کے مواقع فراہم کرنا بھی حکومتی ترجیحات میں شامل ہے۔ آخر میں انہوں نے شرکاء کا شکریہ ادا کیا اور کہا کہ آئندہ اجلاس میں پیش رفت کا جائزہ لیا جائے گا۔: [714, 351, 825, 664]
- legal-notice-left-date-4: 07.02.2026ء: [35, 1707, 91, 1717]
- poem-line-2-4: اور ان: [1196, 717, 1225, 731]
- legal-notice-mid-date-2: 12.02.2026ء: [162, 1590, 217, 1600]
- poem-col-4: [945, 652, 997, 736]
- col5-text-4: اس حوالے سے مزید کہا گیا کہ موجودہ حالات میں عوام کو درپیش مسائل کے حل کے لیے تمام اداروں کو مل کر کام کرنا ہوگا۔ انہوں نے کہا کہ ترقیاتی منصوبوں کی بروقت تکمیل حکومت کی اولین ترجیح ہے اور اس سلسلے میں کسی قسم کی غفلت برداشت نہیں کی جائے گی۔ انہوں نے متعلقہ حکام کو ہدایت کی کہ عوامی شکایات کا فوری ازالہ کیا جائے اور دفاتر میں شفافیت کو یقینی بنایا جائے۔ اجلاس میں مختلف محکموں کے افسران نے شرکت کی اور اپنی اپنی کارکردگی رپورٹ پیش کی۔ اس موقع پر صحت، تعلیم اور صاف پانی کی فراہمی کے منصوبوں پر تفصیلی بات چیت کی گئی۔ انہوں نے کہا کہ حکومت عوام کی خدمت کے لیے پرعزم ہے اور تمام دستیاب وسائل بروئے کار لائے جا رہے ہیں۔ مزید برآں انہوں نے کہا کہ نوجوانوں کو روزگار کے مواقع فراہم کرنا بھی حکومتی ترجیحات میں شامل ہے۔ آخر میں انہوں نے شرکاء کا شکریہ ادا کیا اور کہا کہ آئندہ اجلاس میں پیش رفت کا جائزہ لیا جائے گا۔: [714, 1003, 825, 1316]
- ad-sky-cell-2-3: [1146, 884, 1233, 914]
- column-2: [125, 25, 253, 2145]
- moon-logo-row: [485, 1017, 700, 1037]
- poem-line-1-4: ہاتھ: [1316, 717, 1336, 731]
- ad-faisbak-name: فیس بک: [1199, 410, 1284, 434]
- ad-shama-title: شمع فروزن فوڈ سپلائر چین: [276, 1347, 455, 1398]
- ad-poem-taliban: [938, 617, 1343, 743]
- col6-text-1: اس حوالے سے مزید کہا گیا کہ موجودہ حالات میں عوام کو درپیش مسائل کے حل کے لیے تمام اداروں کو مل کر کام کرنا ہوگا۔ انہوں نے کہا کہ ترقیاتی منصوبوں کی بروقت تکمیل حکومت کی اولین ترجیح ہے اور اس سلسلے میں کسی قسم کی غفلت برداشت نہیں کی جائے گی۔ انہوں نے متعلقہ حکام کو ہدایت کی کہ عوامی شکایات کا فوری ازالہ کیا جائے اور دفاتر میں شفافیت کو یقینی بنایا جائے۔ اجلاس میں مختلف محکموں کے افسران نے شرکت کی اور اپنی اپنی کارکردگی رپورٹ پیش کی۔ اس موقع پر صحت، تعلیم اور صاف پانی کی فراہمی کے منصوبوں پر تفصیلی بات چیت کی گئی۔ انہوں نے کہا کہ حکومت عوام کی خدمت کے لیے پرعزم ہے اور تمام دستیاب وسائل بروئے کار لائے جا رہے ہیں۔ مزید برآں انہوں نے کہا کہ نوجوانوں کو روزگار کے مواقع فراہم کرنا بھی حکومتی ترجیحات میں شامل ہے۔ آخر میں انہوں نے شرکاء کا شکریہ ادا کیا اور کہا کہ آئندہ اجلاس میں پیش رفت کا جائزہ لیا جائے گا۔: [835, 26, 928, 408]
- col6-text-2: اس حوالے سے مزید کہا گیا کہ موجودہ حالات میں عوام کو درپیش مسائل کے حل کے لیے تمام اداروں کو مل کر کام کرنا ہوگا۔ انہوں نے کہا کہ ترقیاتی منصوبوں کی بروقت تکمیل حکومت کی اولین ترجیح ہے اور اس سلسلے میں کسی قسم کی غفلت برداشت نہیں کی جائے گی۔ انہوں نے متعلقہ حکام کو ہدایت کی کہ عوامی شکایات کا فوری ازالہ کیا جائے اور دفاتر میں شفافیت کو یقینی بنایا جائے۔ اجلاس میں مختلف محکموں کے افسران نے شرکت کی اور اپنی اپنی کارکردگی رپورٹ پیش کی۔ اس موقع پر صحت، تعلیم اور صاف پانی کی فراہمی کے منصوبوں پر تفصیلی بات چیت کی گئی۔ انہوں نے کہا کہ حکومت عوام کی خدمت کے لیے پرعزم ہے اور تمام دستیاب وسائل بروئے کار لائے جا رہے ہیں۔ مزید برآں انہوں نے کہا کہ نوجوانوں کو روزگار کے مواقع فراہم کرنا بھی حکومتی ترجیحات میں شامل ہے۔ آخر میں انہوں نے شرکاء کا شکریہ ادا کیا اور کہا کہ آئندہ اجلاس میں پیش رفت کا جائزہ لیا جائے گا۔: [835, 421, 928, 804]
- article-2-byline-box: [312, 598, 420, 636]
- ad-shama-frozen-food[interactable]: [260, 1309, 471, 1465]
- article-2-byline-name: اذان اسلم علی: [334, 621, 397, 633]
- col4-text-2: اس حوالے سے مزید کہا گیا کہ موجودہ حالات میں عوام کو درپیش مسائل کے حل کے لیے تمام اداروں کو مل کر کام کرنا ہوگا۔ انہوں نے کہا کہ ترقیاتی منصوبوں کی بروقت تکمیل حکومت کی اولین ترجیح ہے اور اس سلسلے میں کسی قسم کی غفلت برداشت نہیں کی جائے گی۔ انہوں نے متعلقہ حکام کو ہدایت کی کہ عوامی شکایات کا فوری ازالہ کیا جائے اور دفاتر میں شفافیت کو یقینی بنایا جائے۔ اجلاس میں مختلف محکموں کے افسران نے شرکت کی اور اپنی اپنی کارکردگی رپورٹ پیش کی۔ اس موقع پر صحت، تعلیم اور صاف پانی کی فراہمی کے منصوبوں پر تفصیلی بات چیت کی گئی۔ انہوں نے کہا کہ حکومت عوام کی خدمت کے لیے پرعزم ہے اور تمام دستیاب وسائل بروئے کار لائے جا رہے ہیں۔ مزید برآں انہوں نے کہا کہ نوجوانوں کو روزگار کے مواقع فراہم کرنا بھی حکومتی ترجیحات میں شامل ہے۔ آخر میں انہوں نے شرکاء کا شکریہ ادا کیا اور کہا کہ آئندہ اجلاس میں پیش رفت کا جائزہ لیا جائے گا۔: [481, 188, 704, 338]
- ad-sky-logo: SKY: [1108, 755, 1173, 786]
- ad-faisbak-phone: 0340-5442329: [1210, 450, 1284, 462]
- col6-text-4: اس حوالے سے مزید کہا گیا کہ موجودہ حالات میں عوام کو درپیش مسائل کے حل کے لیے تمام اداروں کو مل کر کام کرنا ہوگا۔ انہوں نے کہا کہ ترقیاتی منصوبوں کی بروقت تکمیل حکومت کی اولین ترجیح ہے اور اس سلسلے میں کسی قسم کی غفلت برداشت نہیں کی جائے گی۔ انہوں نے متعلقہ حکام کو ہدایت کی کہ عوامی شکایات کا فوری ازالہ کیا جائے اور دفاتر میں شفافیت کو یقینی بنایا جائے۔ اجلاس میں مختلف محکموں کے افسران نے شرکت کی اور اپنی اپنی کارکردگی رپورٹ پیش کی۔ اس موقع پر صحت، تعلیم اور صاف پانی کی فراہمی کے منصوبوں پر تفصیلی بات چیت کی گئی۔ انہوں نے کہا کہ حکومت عوام کی خدمت کے لیے پرعزم ہے اور تمام دستیاب وسائل بروئے کار لائے جا رہے ہیں۔ مزید برآں انہوں نے کہا کہ نوجوانوں کو روزگار کے مواقع فراہم کرنا بھی حکومتی ترجیحات میں شامل ہے۔ آخر میں انہوں نے شرکاء کا شکریہ ادا کیا اور کہا کہ آئندہ اجلاس میں پیش رفت کا جائزہ لیا جائے گا۔: [835, 1212, 928, 1595]
- news-heading-2: ہجرت سلطان کی وفات سے پیدا شدہ خلا کبھی پورا نہ ہوگا، عبدالعزیز: [835, 1609, 928, 1693]
- editorial-body: اسلامی مہینہ شعبان کا اختتام قریب ہے اور رحمتوں، برکتوں اور مغفرت کا مہینہ رمضان المبارک کی آمد آمد ہے اور اس سے رہنما اصلاح کے لیے ضروری ہے کہ معاشرے میں موجود ہر طبقہ کو اور بہرحال پیش کیا جائے۔ سب سے پہلے حکومتی انتظامیہ اور بلدیاتی اداروں کی ذمہ داری بنتی ہے کہ رمضان المبارک کے احترام کو یقینی بنایا جائے اور اشیائے خوردونوش کی قیمتوں کو کنٹرول میں رکھا جائے تاکہ غریب آدمی بھی اس مقدس مہینے کی برکات سے مستفید ہو سکے۔ ماہ رمضان میں عام طور پر دیکھا گیا ہے کہ دکاندار حضرات اشیائے ضروریہ کی قیمتوں میں من مانا اضافہ کر دیتے ہیں جو کہ انتہائی قابلِ مذمت فعل ہے۔ انتظامیہ کو چاہیے کہ پرائس کنٹرول کمیٹیوں کو فعال بنائے اور روزانہ کی بنیاد پر بازاروں کا معائنہ کیا جائے۔ اسی طرح صفائی ستھرائی کے نظام کو بہتر بنانا بھی بلدیاتی اداروں کی اہم ذمہ داری ہے۔ مساجد اور ان کے اطراف میں صفائی کا خاص خیال رکھا جائے، پانی کی فراہمی اور بجلی کی لوڈشیڈنگ کا شیڈول اس طرح ترتیب دیا جائے کہ سحری اور افطاری کے اوقات میں عوام کو پریشانی کا سامنا نہ کرنا پڑے۔ ہماری دعا ہے کہ اللہ تعالیٰ اس مبارک مہینے کی برکتوں سے ہم سب کو فیضیاب فرمائے اور ہمیں نیکیوں کی توفیق عطا فرمائے۔ آمین۔: [938, 206, 1343, 376]
- poem-line-4-2: ہیں طالبان: [945, 676, 997, 690]
- sky-data-1-2: 600GB: [1070, 848, 1112, 862]
- col1-text-6: اس حوالے سے مزید کہا گیا کہ موجودہ حالات میں عوام کو درپیش مسائل کے حل کے لیے تمام اداروں کو مل کر کام کرنا ہوگا۔ انہوں نے کہا کہ ترقیاتی منصوبوں کی بروقت تکمیل حکومت کی اولین ترجیح ہے اور اس سلسلے میں کسی قسم کی غفلت برداشت نہیں کی جائے گی۔ انہوں نے متعلقہ حکام کو ہدایت کی کہ عوامی شکایات کا فوری ازالہ کیا جائے اور دفاتر میں شفافیت کو یقینی بنایا جائے۔ اجلاس میں مختلف محکموں کے افسران نے شرکت کی اور اپنی اپنی کارکردگی رپورٹ پیش کی۔ اس موقع پر صحت، تعلیم اور صاف پانی کی فراہمی کے منصوبوں پر تفصیلی بات چیت کی گئی۔ انہوں نے کہا کہ حکومت عوام کی خدمت کے لیے پرعزم ہے اور تمام دستیاب وسائل بروئے کار لائے جا رہے ہیں۔ مزید برآں انہوں نے کہا کہ نوجوانوں کو روزگار کے مواقع فراہم کرنا بھی حکومتی ترجیحات میں شامل ہے۔ آخر میں انہوں نے شرکاء کا شکریہ ادا کیا اور کہا کہ آئندہ اجلاس میں پیش رفت کا جائزہ لیا جائے گا۔: [7, 1316, 119, 1562]
- masthead-strip: میرپور: [941, 87, 1340, 104]
- poem-col-1: [1316, 652, 1336, 736]
- legal-notice-left-sub: (ایڈووکیٹ ہائیکورٹ): [31, 1601, 95, 1610]
- masthead-block: [938, 25, 1343, 135]
- article-global-support: [260, 765, 471, 1100]
- ad-sky-speed-2: 6Mbps: [1063, 824, 1112, 840]
- col2-text-2: اس حوالے سے مزید کہا گیا کہ موجودہ حالات میں عوام کو درپیش مسائل کے حل کے لیے تمام اداروں کو مل کر کام کرنا ہوگا۔ انہوں نے کہا کہ ترقیاتی منصوبوں کی بروقت تکمیل حکومت کی اولین ترجیح ہے اور اس سلسلے میں کسی قسم کی غفلت برداشت نہیں کی جائے گی۔ انہوں نے متعلقہ حکام کو ہدایت کی کہ عوامی شکایات کا فوری ازالہ کیا جائے اور دفاتر میں شفافیت کو یقینی بنایا جائے۔ اجلاس میں مختلف محکموں کے افسران نے شرکت کی اور اپنی اپنی کارکردگی رپورٹ پیش کی۔ اس موقع پر صحت، تعلیم اور صاف پانی کی فراہمی کے منصوبوں پر تفصیلی بات چیت کی گئی۔ انہوں نے کہا کہ حکومت عوام کی خدمت کے لیے پرعزم ہے اور تمام دستیاب وسائل بروئے کار لائے جا رہے ہیں۔ مزید برآں انہوں نے کہا کہ نوجوانوں کو روزگار کے مواقع فراہم کرنا بھی حکومتی ترجیحات میں شامل ہے۔ آخر میں انہوں نے شرکاء کا شکریہ ادا کیا اور کہا کہ آئندہ اجلاس میں پیش رفت کا جائزہ لیا جائے گا۔: [129, 328, 250, 618]
- masthead-phone-2: 0333-3239418: [1035, 57, 1140, 72]
- legal-notice-mid-date-3: 23.02.2026ء: [162, 1634, 217, 1644]
- sky-data-2-3: 900GB: [1169, 886, 1211, 900]
- col4-text-5: اس حوالے سے مزید کہا گیا کہ موجودہ حالات میں عوام کو درپیش مسائل کے حل کے لیے تمام اداروں کو مل کر کام کرنا ہوگا۔ انہوں نے کہا کہ ترقیاتی منصوبوں کی بروقت تکمیل حکومت کی اولین ترجیح ہے اور اس سلسلے میں کسی قسم کی غفلت برداشت نہیں کی جائے گی۔ انہوں نے متعلقہ حکام کو ہدایت کی کہ عوامی شکایات کا فوری ازالہ کیا جائے اور دفاتر میں شفافیت کو یقینی بنایا جائے۔ اجلاس میں مختلف محکموں کے افسران نے شرکت کی اور اپنی اپنی کارکردگی رپورٹ پیش کی۔ اس موقع پر صحت، تعلیم اور صاف پانی کی فراہمی کے منصوبوں پر تفصیلی بات چیت کی گئی۔ انہوں نے کہا کہ حکومت عوام کی خدمت کے لیے پرعزم ہے اور تمام دستیاب وسائل بروئے کار لائے جا رہے ہیں۔ مزید برآں انہوں نے کہا کہ نوجوانوں کو روزگار کے مواقع فراہم کرنا بھی حکومتی ترجیحات میں شامل ہے۔ آخر میں انہوں نے شرکاء کا شکریہ ادا کیا اور کہا کہ آئندہ اجلاس میں پیش رفت کا جائزہ لیا جائے گا۔: [481, 676, 704, 825]
- ad-moon-contact: Phone: 0582248382 | Cell 0321-5137141 www.mcsit.edu.pk: [502, 1078, 683, 1086]
- badge-icon-3: [594, 1017, 614, 1037]
- sky-data-2-4: 1100GB: [1264, 886, 1313, 900]
- col1-text-3: اس حوالے سے مزید کہا گیا کہ موجودہ حالات میں عوام کو درپیش مسائل کے حل کے لیے تمام اداروں کو مل کر کام کرنا ہوگا۔ انہوں نے کہا کہ ترقیاتی منصوبوں کی بروقت تکمیل حکومت کی اولین ترجیح ہے اور اس سلسلے میں کسی قسم کی غفلت برداشت نہیں کی جائے گی۔ انہوں نے متعلقہ حکام کو ہدایت کی کہ عوامی شکایات کا فوری ازالہ کیا جائے اور دفاتر میں شفافیت کو یقینی بنایا جائے۔ اجلاس میں مختلف محکموں کے افسران نے شرکت کی اور اپنی اپنی کارکردگی رپورٹ پیش کی۔ اس موقع پر صحت، تعلیم اور صاف پانی کی فراہمی کے منصوبوں پر تفصیلی بات چیت کی گئی۔ انہوں نے کہا کہ حکومت عوام کی خدمت کے لیے پرعزم ہے اور تمام دستیاب وسائل بروئے کار لائے جا رہے ہیں۔ مزید برآں انہوں نے کہا کہ نوجوانوں کو روزگار کے مواقع فراہم کرنا بھی حکومتی ترجیحات میں شامل ہے۔ آخر میں انہوں نے شرکاء کا شکریہ ادا کیا اور کہا کہ آئندہ اجلاس میں پیش رفت کا جائزہ لیا جائے گا۔: [7, 541, 119, 787]
- sky-data-1-3: 450GB: [1169, 848, 1211, 862]
- page-number: (2): [582, 7, 597, 18]
- poem-line-4-1: یہاں: [960, 655, 982, 669]
- legal-notice-mid: [129, 1538, 250, 1664]
- masthead-contact-title: سابقہ رابطہ نمبرات: [945, 31, 1230, 42]
- ad-sky-cell-2-1: [949, 884, 1036, 914]
- sky-price-1-1: 2,499 + tax: [968, 862, 1017, 872]
- fish-logo-icon: [338, 1314, 394, 1344]
- col7-text-2: اس حوالے سے مزید کہا گیا کہ موجودہ حالات میں عوام کو درپیش مسائل کے حل کے لیے تمام اداروں کو مل کر کام کرنا ہوگا۔ انہوں نے کہا کہ ترقیاتی منصوبوں کی بروقت تکمیل حکومت کی اولین ترجیح ہے اور اس سلسلے میں کسی قسم کی غفلت برداشت نہیں کی جائے گی۔ انہوں نے متعلقہ حکام کو ہدایت کی کہ عوامی شکایات کا فوری ازالہ کیا جائے اور دفاتر میں شفافیت کو یقینی بنایا جائے۔ اجلاس میں مختلف محکموں کے افسران نے شرکت کی اور اپنی اپنی کارکردگی رپورٹ پیش کی۔ اس موقع پر صحت، تعلیم اور صاف پانی کی فراہمی کے منصوبوں پر تفصیلی بات چیت کی گئی۔ انہوں نے کہا کہ حکومت عوام کی خدمت کے لیے پرعزم ہے اور تمام دستیاب وسائل بروئے کار لائے جا رہے ہیں۔ مزید برآں انہوں نے کہا کہ نوجوانوں کو روزگار کے مواقع فراہم کرنا بھی حکومتی ترجیحات میں شامل ہے۔ آخر میں انہوں نے شرکاء کا شکریہ ادا کیا اور کہا کہ آئندہ اجلاس میں پیش رفت کا جائزہ لیا جائے گا۔: [938, 477, 1343, 608]
- legal-notice-mid-date-1: 04.02.2026ء: [162, 1577, 217, 1587]
- article-3-byline-box: [312, 950, 420, 988]
- sky-price-1-3: 3,499 + tax: [1166, 862, 1214, 872]
- sky-data-2-1: 600GB: [972, 886, 1013, 900]
- sky-price-2-3: 4,999 + tax: [1166, 900, 1214, 910]
- masthead-logo-english: Daily: [1277, 33, 1299, 41]
- footer-center: روزنامہ سیاست: [644, 2176, 706, 2187]
- sky-data-2-2: 1100GB: [1067, 886, 1116, 900]
- poem-line-2-2: دل دفتر: [1192, 676, 1229, 690]
- col2-text-1: اس حوالے سے مزید کہا گیا کہ موجودہ حالات میں عوام کو درپیش مسائل کے حل کے لیے تمام اداروں کو مل کر کام کرنا ہوگا۔ انہوں نے کہا کہ ترقیاتی منصوبوں کی بروقت تکمیل حکومت کی اولین ترجیح ہے اور اس سلسلے میں کسی قسم کی غفلت برداشت نہیں کی جائے گی۔ انہوں نے متعلقہ حکام کو ہدایت کی کہ عوامی شکایات کا فوری ازالہ کیا جائے اور دفاتر میں شفافیت کو یقینی بنایا جائے۔ اجلاس میں مختلف محکموں کے افسران نے شرکت کی اور اپنی اپنی کارکردگی رپورٹ پیش کی۔ اس موقع پر صحت، تعلیم اور صاف پانی کی فراہمی کے منصوبوں پر تفصیلی بات چیت کی گئی۔ انہوں نے کہا کہ حکومت عوام کی خدمت کے لیے پرعزم ہے اور تمام دستیاب وسائل بروئے کار لائے جا رہے ہیں۔ مزید برآں انہوں نے کہا کہ نوجوانوں کو روزگار کے مواقع فراہم کرنا بھی حکومتی ترجیحات میں شامل ہے۔ آخر میں انہوں نے شرکاء کا شکریہ ادا کیا اور کہا کہ آئندہ اجلاس میں پیش رفت کا جائزہ لیا جائے گا۔: [129, 26, 250, 315]
- poem-line-1-3: میں: [1317, 696, 1335, 710]
- article-viral-video: [260, 25, 471, 435]
- poem-col-2: [1186, 652, 1233, 736]
- ad-sky-cell-2-2: [1048, 884, 1135, 914]
- ad-sky-address-2: JALALABAD PARK ROAD MZD AJ&K: [1063, 958, 1218, 969]
- ad-sky-headline: AMAZING OFFERS: [1045, 798, 1236, 821]
- article-3-byline-label: مہمان کالم: [315, 954, 417, 970]
